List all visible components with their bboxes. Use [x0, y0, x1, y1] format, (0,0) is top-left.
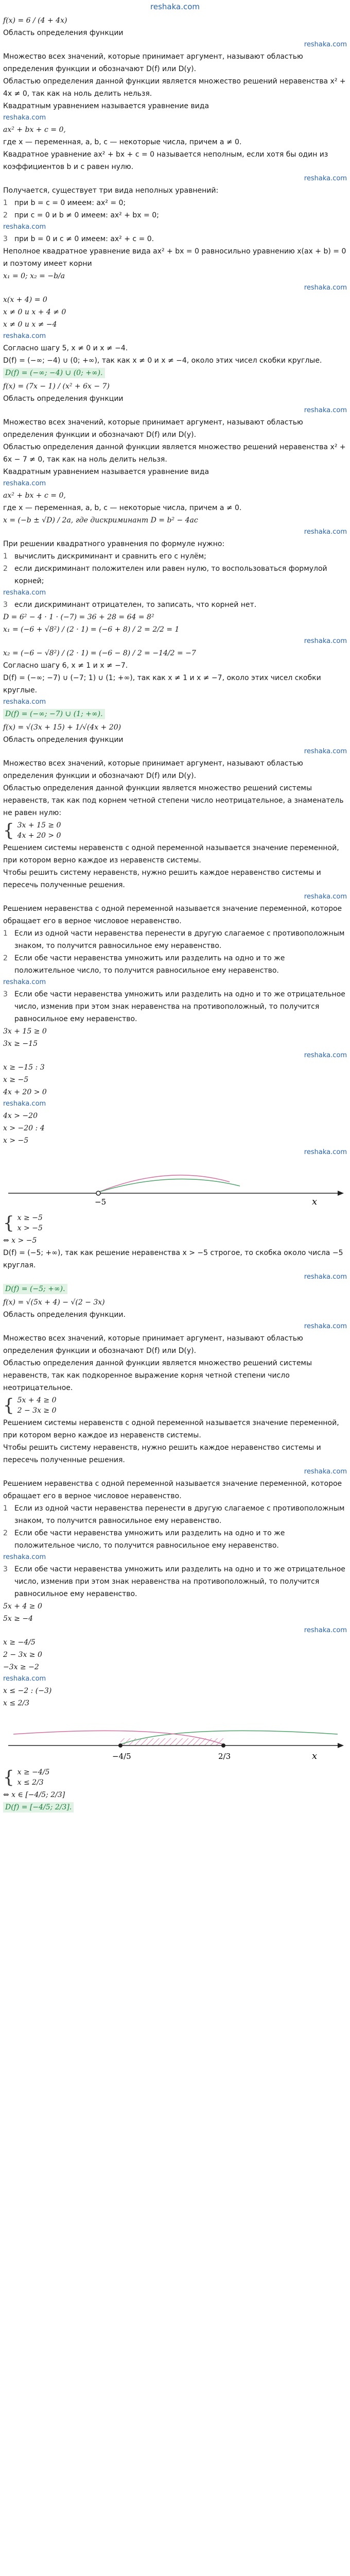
text-line: Область определения функции [3, 395, 124, 403]
list-item-text: Если обе части неравенства умножить или разделить на одно и то же отрицательное число, изменив при этом знак неравенства на противоположный, то получится равносильное ему неравенство. [14, 1565, 345, 1598]
number-line-d [3, 1714, 347, 1763]
section-c [3, 721, 347, 819]
axis-arrow-icon [338, 1191, 344, 1196]
formula-line: −3x ≥ −2 [3, 1663, 39, 1671]
list-item-text: при c = 0 и b ≠ 0 имеем: ax² + bx = 0; [14, 211, 159, 219]
formula-line: ⇔ x > −5 [3, 1236, 37, 1245]
system-d-row-1: 5x + 4 ≥ 0 [17, 1396, 57, 1404]
text-line: Согласно шагу 5, x ≠ 0 и x ≠ −4. [3, 344, 128, 352]
watermark: reshaka.com [304, 637, 347, 645]
section-c3 [3, 1234, 347, 1283]
watermark: reshaka.com [304, 528, 347, 536]
system-c-result-row-2: x > −5 [17, 1224, 43, 1232]
list-item [3, 988, 347, 1025]
text-line: Квадратным уравнением называется уравнение вида [3, 468, 209, 476]
brace-icon: { [3, 1395, 14, 1416]
list-item [3, 1527, 347, 1552]
section-d [3, 1296, 347, 1394]
formula-line: x = (−b ± √D) / 2a, где дискриминант D = b² − 4ac [3, 516, 198, 524]
formula-line: ax² + bx + c = 0, [3, 126, 66, 134]
formula-line: 4x + 20 > 0 [3, 1088, 47, 1096]
content [0, 14, 350, 1814]
list-item-number: 3 [3, 990, 8, 998]
formula-line: f(x) = √(5x + 4) − √(2 − 3x) [3, 1298, 105, 1307]
formula-line: f(x) = √(3x + 15) + 1/√(4x + 20) [3, 723, 121, 732]
watermark: reshaka.com [304, 1626, 347, 1634]
formula-line: ⇔ x ∈ [−4/5; 2/3] [3, 1791, 65, 1799]
watermark: reshaka.com [304, 1148, 347, 1156]
text-line: Областью определения данной функции является множество решений системы неравенств, так как под корнем четной степени число неотрицательное, а знаменатель не равен нулю: [3, 784, 344, 817]
text-line: Множество всех значений, которые принимает аргумент, называют областью определения функции и обозначают D(f) или D(y). [3, 1334, 303, 1355]
text-line: Квадратное уравнение ax² + bx + c = 0 называется неполным, если хотя бы один из коэффициентов b и c равен нулю. [3, 150, 328, 171]
section-c2 [3, 842, 347, 1158]
text-line: Чтобы решить систему неравенств, нужно решить каждое неравенство системы и пересечь полученные решения. [3, 1444, 321, 1464]
answer-b: D(f) = (−∞; −7) ∪ (1; +∞). [3, 709, 105, 719]
watermark: reshaka.com [3, 698, 46, 706]
system-c [3, 820, 347, 841]
watermark: reshaka.com [304, 1273, 347, 1281]
formula-line: f(x) = (7x − 1) / (x² + 6x − 7) [3, 382, 110, 391]
text-line: Множество всех значений, которые принимает аргумент, называют областью определения функции и обозначают D(f) или D(y). [3, 53, 303, 73]
axis-label-d: x [312, 1751, 318, 1761]
list-item-number: 3 [3, 601, 8, 609]
text-line: D(f) = (−5; +∞), так как решение неравенства x > −5 строгое, то скобка около числа −5 круглая. [3, 1249, 343, 1269]
watermark: reshaka.com [3, 223, 46, 231]
system-c-row-1: 3x + 15 ≥ 0 [17, 821, 61, 829]
list-item-text: Если обе части неравенства умножить или разделить на одно и то же отрицательное число, изменив при этом знак неравенства на противоположный, то получится равносильное ему неравенство. [14, 990, 345, 1023]
list-item-text: вычислить дискриминант и сравнить его с нулём; [14, 552, 206, 561]
list-item [3, 550, 347, 563]
text-line: Область определения функции. [3, 1311, 126, 1319]
watermark: reshaka.com [3, 1100, 46, 1108]
watermark: reshaka.com [3, 114, 46, 122]
system-d-result-row-1: x ≥ −4/5 [17, 1768, 50, 1776]
answer-a: D(f) = (−∞; −4) ∪ (0; +∞). [3, 368, 105, 378]
text-line: где x — переменная, a, b, c — некоторые числа, причем a ≠ 0. [3, 138, 242, 146]
text-line: где x — переменная, a, b, c — некоторые числа, причем a ≠ 0. [3, 504, 242, 512]
list-item-text: при b = 0 и c ≠ 0 имеем: ax² + c = 0. [14, 235, 154, 243]
list-item [3, 952, 347, 977]
watermark: reshaka.com [304, 284, 347, 292]
list-item [3, 599, 347, 611]
watermark: reshaka.com [304, 1468, 347, 1476]
list-item-number: 1 [3, 1504, 8, 1513]
list-item [3, 1502, 347, 1527]
list-item-text: если дискриминант отрицателен, то записать, что корней нет. [14, 601, 257, 609]
watermark: reshaka.com [304, 748, 347, 755]
list-item-number: 2 [3, 1529, 8, 1537]
list-item-number: 1 [3, 552, 8, 561]
text-line: Неполное квадратное уравнение вида ax² + bx = 0 равносильно уравнению x(ax + b) = 0 и поэтому имеет корни [3, 247, 346, 268]
system-c-result-row-1: x ≥ −5 [17, 1214, 43, 1222]
system-c-result [3, 1213, 347, 1233]
list-item-number: 1 [3, 199, 8, 207]
formula-line: x₁ = 0; x₂ = −b/a [3, 272, 65, 280]
text-line: Область определения функции [3, 736, 124, 744]
list-item-number: 2 [3, 565, 8, 573]
watermark: reshaka.com [304, 1323, 347, 1330]
formula-line: f(x) = 6 / (4 + 4x) [3, 16, 67, 25]
list-item [3, 209, 347, 222]
list-item-number: 1 [3, 929, 8, 938]
list-item-number: 2 [3, 954, 8, 962]
list-item-text: Если из одной части неравенства перенести в другую слагаемое с противоположным знаком, то получится равносильное ему неравенство. [14, 929, 345, 950]
formula-line: x ≤ −2 : (−3) [3, 1687, 52, 1695]
text-line: D(f) = (−∞; −7) ∪ (−7; 1) ∪ (1; +∞), так как x ≠ 1 и x ≠ −7, около этих чисел скобки круглые. [3, 674, 321, 694]
list-item-text: Если обе части неравенства умножить или разделить на одно и то же положительное число, то получится равносильное ему неравенство. [14, 1529, 285, 1550]
formula-line: x ≠ 0 и x + 4 ≠ 0 [3, 308, 66, 316]
watermark: reshaka.com [3, 1553, 46, 1561]
text-line: Получается, существует три вида неполных уравнений: [3, 187, 219, 195]
list-item-number: 3 [3, 235, 8, 243]
system-c-row-2: 4x + 20 > 0 [17, 832, 61, 840]
brace-icon: { [3, 1767, 14, 1788]
list-item-text: Если из одной части неравенства перенести в другую слагаемое с противоположным знаком, то получится равносильное ему неравенство. [14, 1504, 345, 1525]
list-item [3, 927, 347, 952]
brace-icon: { [3, 1213, 14, 1233]
text-line: Множество всех значений, которые принимает аргумент, называют областью определения функции и обозначают D(f) или D(y). [3, 418, 303, 439]
axis-arrow-icon [338, 1743, 344, 1748]
text-line: Квадратным уравнением называется уравнение вида [3, 102, 209, 110]
system-d-row-2: 2 − 3x ≥ 0 [17, 1406, 57, 1415]
point-label-c: −5 [95, 1197, 107, 1207]
text-line: Решением неравенства с одной переменной называется значение переменной, которое обращает его в верное числовое неравенство. [3, 1480, 342, 1500]
text-line: Областью определения данной функции является множество решений системы неравенств, так как подкоренное выражение корня четной степени число неотрицательное. [3, 1359, 312, 1392]
section-a [3, 14, 347, 367]
system-d-result [3, 1767, 347, 1788]
list-item [3, 233, 347, 245]
section-b [3, 380, 347, 708]
list-item-number: 3 [3, 1565, 8, 1573]
number-line-c [3, 1162, 347, 1209]
text-line: При решении квадратного уравнения по формуле нужно: [3, 540, 225, 548]
list-item-number: 2 [3, 211, 8, 219]
formula-line: x ≥ −4/5 [3, 1638, 36, 1647]
list-item-text: Если обе части неравенства умножить или разделить на одно и то же положительное число, то получится равносильное ему неравенство. [14, 954, 285, 975]
closed-point-right [221, 1743, 225, 1748]
formula-line: 2 − 3x ≥ 0 [3, 1651, 42, 1659]
text-line: Областью определения данной функции является множество решений неравенства x² + 6x − 7 ≠ 0, так как на ноль делить нельзя. [3, 443, 346, 464]
formula-line: x > −20 : 4 [3, 1124, 45, 1132]
watermark: reshaka.com [304, 1052, 347, 1059]
formula-line: 3x ≥ −15 [3, 1040, 38, 1048]
formula-line: x ≥ −15 : 3 [3, 1063, 45, 1072]
formula-line: 5x + 4 ≥ 0 [3, 1602, 42, 1611]
interval-hatch [120, 1738, 223, 1745]
watermark: reshaka.com [3, 1675, 46, 1683]
text-line: Решением системы неравенств с одной переменной называется значение переменной, при котором верно каждое из неравенств системы. [3, 844, 339, 865]
system-d-result-row-2: x ≤ 2/3 [17, 1778, 44, 1787]
answer-c: D(f) = (−5; +∞). [3, 1284, 67, 1294]
axis-label-c: x [312, 1196, 318, 1207]
section-d3 [3, 1789, 347, 1801]
formula-line: x₂ = (−6 − √8²) / (2 · 1) = (−6 − 8) / 2 = −14/2 = −7 [3, 649, 196, 657]
formula-line: x₁ = (−6 + √8²) / (2 · 1) = (−6 + 8) / 2 = 2/2 = 1 [3, 625, 180, 634]
arc-gt [98, 1179, 240, 1192]
text-line: Множество всех значений, которые принимает аргумент, называют областью определения функции и обозначают D(f) или D(y). [3, 759, 303, 780]
formula-line: ax² + bx + c = 0, [3, 492, 66, 500]
formula-line: 4x > −20 [3, 1112, 38, 1120]
formula-line: 3x + 15 ≥ 0 [3, 1027, 47, 1036]
formula-line: 5x ≥ −4 [3, 1615, 33, 1623]
point-label-left: −4/5 [112, 1752, 131, 1761]
list-item-text: если дискриминант положителен или равен нулю, то воспользоваться формулой корней; [14, 565, 327, 585]
closed-point-left [118, 1743, 122, 1748]
list-item [3, 1563, 347, 1600]
system-d [3, 1395, 347, 1416]
answer-d: D(f) = [−4/5; 2/3]. [3, 1802, 74, 1812]
list-item [3, 197, 347, 209]
watermark: reshaka.com [304, 175, 347, 182]
text-line: Решением системы неравенств с одной переменной называется значение переменной, при котором верно каждое из неравенств системы. [3, 1419, 339, 1439]
text-line: Область определения функции [3, 29, 124, 37]
formula-line: x ≠ 0 и x ≠ −4 [3, 320, 57, 329]
watermark: reshaka.com [3, 978, 46, 986]
brace-icon: { [3, 820, 14, 841]
text-line: Согласно шагу 6, x ≠ 1 и x ≠ −7. [3, 662, 128, 670]
formula-line: D = 6² − 4 · 1 · (−7) = 36 + 28 = 64 = 8² [3, 613, 154, 621]
formula-line: x ≥ −5 [3, 1076, 29, 1084]
watermark: reshaka.com [3, 480, 46, 487]
list-item-text: при b = c = 0 имеем: ax² = 0; [14, 199, 126, 207]
watermark: reshaka.com [304, 406, 347, 414]
watermark: reshaka.com [3, 589, 46, 597]
formula-line: x(x + 4) = 0 [3, 296, 47, 304]
text-line: Чтобы решить систему неравенств, нужно решить каждое неравенство системы и пересечь полученные решения. [3, 869, 321, 889]
watermark: reshaka.com [304, 41, 347, 48]
formula-line: x > −5 [3, 1137, 29, 1145]
point-label-right: 2/3 [218, 1752, 231, 1761]
watermark: reshaka.com [304, 893, 347, 901]
watermark: reshaka.com [3, 332, 46, 340]
list-item [3, 563, 347, 587]
site-name[interactable]: reshaka.com [150, 2, 200, 11]
section-d2 [3, 1417, 347, 1709]
arc-ge [98, 1175, 230, 1192]
formula-line: x ≤ 2/3 [3, 1699, 30, 1707]
open-point [96, 1191, 100, 1195]
text-line: Областью определения данной функции является множество решений неравенства x² + 4x ≠ 0, так как на ноль делить нельзя. [3, 77, 346, 98]
text-line: D(f) = (−∞; −4) ∪ (0; +∞), так как x ≠ 0 и x ≠ −4, около этих чисел скобки круглые. [3, 357, 322, 365]
site-header [0, 0, 350, 13]
text-line: Решением неравенства с одной переменной называется значение переменной, которое обращает его в верное числовое неравенство. [3, 905, 342, 925]
